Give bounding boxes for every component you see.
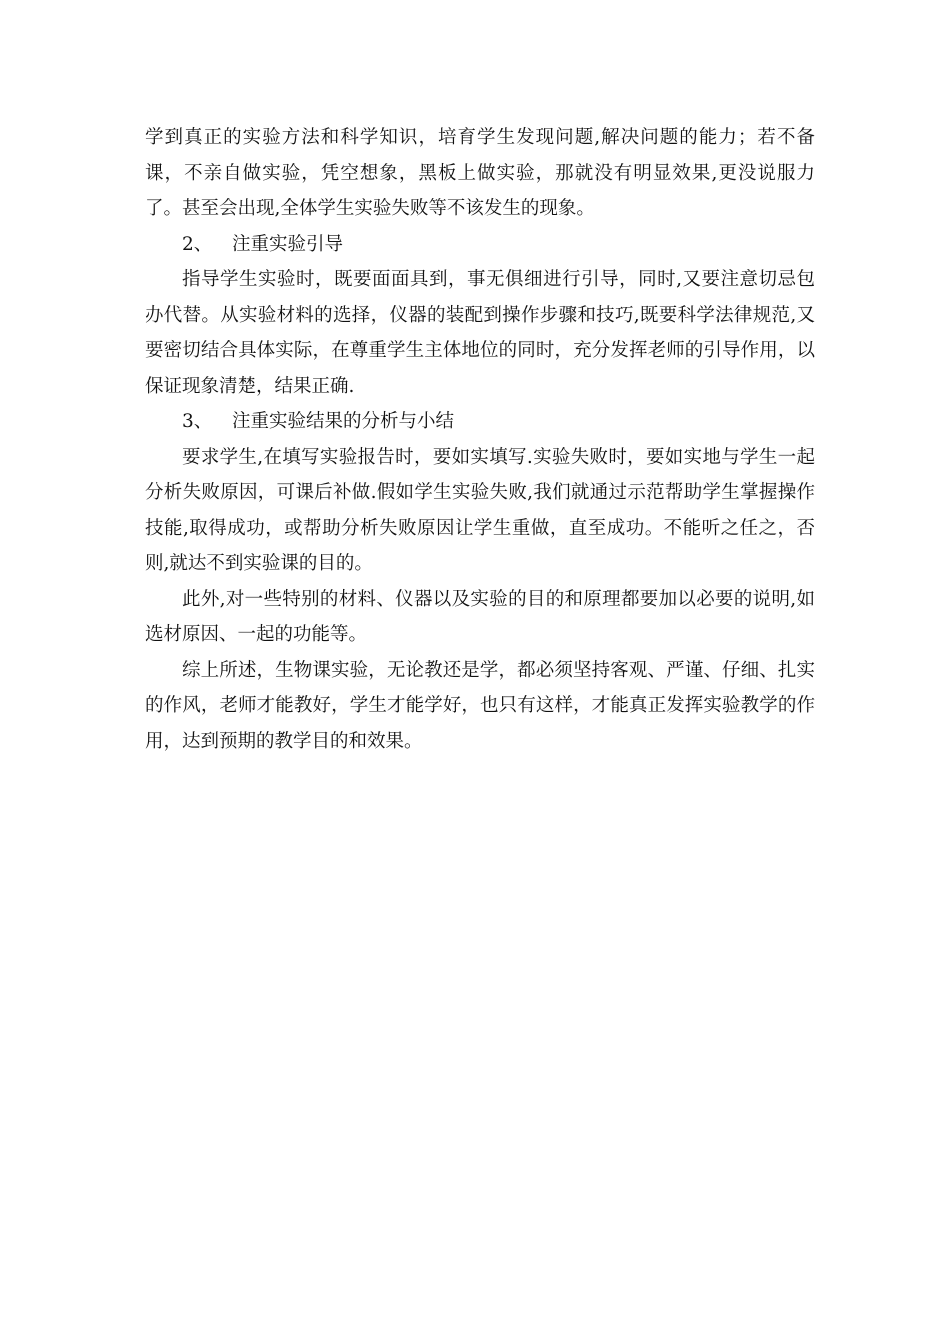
section-title-2: 注重实验引导: [232, 233, 344, 255]
paragraph-additional-notes: 此外,对一些特别的材料、仪器以及实验的目的和原理都要加以必要的说明,如选材原因、一起的功能等。: [145, 588, 815, 645]
paragraph-conclusion: 综上所述，生物课实验，无论教还是学，都必须坚持客观、严谨、仔细、扎实的作风，老师才能教好，学生才能学好，也只有这样，才能真正发挥实验教学的作用，达到预期的教学目的和效果。: [145, 659, 815, 752]
paragraph-experiment-guidance: 指导学生实验时，既要面面具到，事无俱细进行引导，同时,又要注意切忌包办代替。从实验材料的选择，仪器的装配到操作步骤和技巧,既要科学法律规范,又要密切结合具体实际，在尊重学生主体地位的同时，充分发挥老师的引导作用，以保证现象清楚，结果正确.: [145, 269, 815, 397]
section-title-3: 注重实验结果的分析与小结: [232, 411, 455, 432]
section-heading-3: [145, 404, 815, 440]
paragraph-intro-continuation: 学到真正的实验方法和科学知识，培育学生发现问题,解决问题的能力；若不备课，不亲自做实验，凭空想象，黑板上做实验，那就没有明显效果,更没说服力了。甚至会出现,全体学生实验失败等不该发生的现象。: [145, 127, 815, 219]
section-heading-2: [145, 227, 815, 263]
paragraph-result-analysis: 要求学生,在填写实验报告时，要如实填写.实验失败时，要如实地与学生一起分析失败原因，可课后补做.假如学生实验失败,我们就通过示范帮助学生掌握操作技能,取得成功，或帮助分析失败原因让学生重做，直至成功。不能听之任之，否则,就达不到实验课的目的。: [145, 446, 815, 574]
section-number-2: 2、: [182, 233, 213, 255]
section-number-3: 3、: [182, 411, 213, 432]
document-body: [145, 120, 815, 759]
